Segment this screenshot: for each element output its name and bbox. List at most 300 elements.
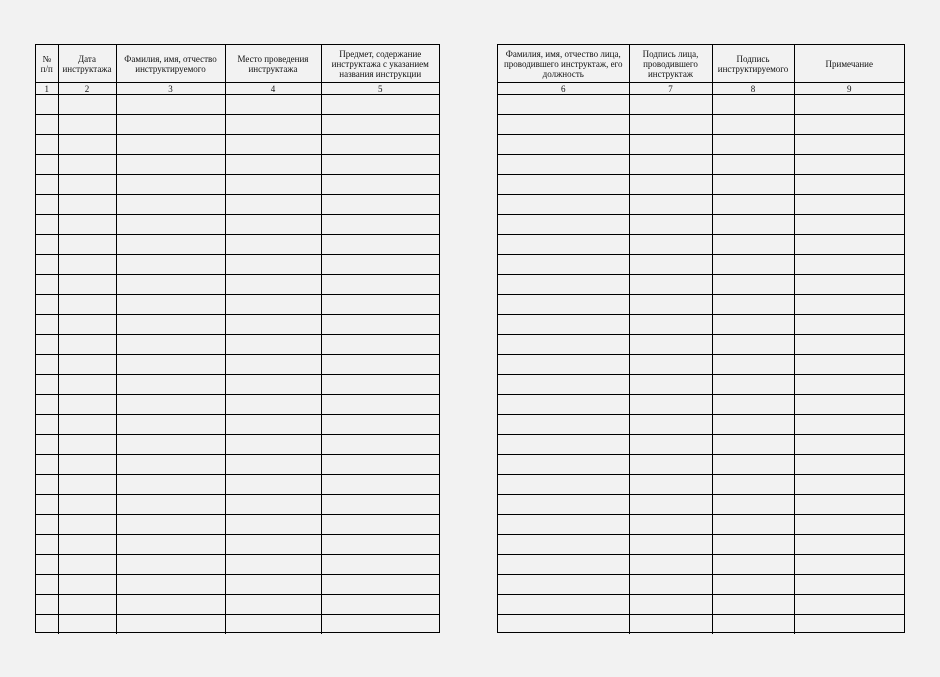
table-cell[interactable]: [498, 295, 629, 315]
table-cell[interactable]: [321, 595, 439, 615]
table-cell[interactable]: [629, 555, 712, 575]
table-cell[interactable]: [321, 255, 439, 275]
table-cell[interactable]: [225, 195, 321, 215]
table-cell[interactable]: [58, 395, 116, 415]
table-cell[interactable]: [498, 575, 629, 595]
table-row: [498, 615, 904, 635]
table-cell[interactable]: [58, 315, 116, 335]
table-cell[interactable]: [36, 115, 58, 135]
table-cell[interactable]: [321, 295, 439, 315]
table-cell[interactable]: [58, 215, 116, 235]
table-cell[interactable]: [36, 375, 58, 395]
table-cell[interactable]: [36, 275, 58, 295]
table-cell[interactable]: [498, 415, 629, 435]
table-cell[interactable]: [225, 155, 321, 175]
table-cell[interactable]: [794, 155, 904, 175]
table-row: [36, 415, 439, 435]
table-cell[interactable]: [794, 375, 904, 395]
table-cell[interactable]: [498, 475, 629, 495]
table-cell[interactable]: [58, 415, 116, 435]
table-cell[interactable]: [794, 595, 904, 615]
table-cell[interactable]: [321, 335, 439, 355]
table-cell[interactable]: [794, 615, 904, 635]
table-cell[interactable]: [225, 335, 321, 355]
table-cell[interactable]: [498, 335, 629, 355]
table-cell[interactable]: [321, 535, 439, 555]
column-numbers-row: [498, 83, 904, 95]
table-row: [498, 515, 904, 535]
table-cell[interactable]: [712, 455, 794, 475]
table-cell[interactable]: [629, 155, 712, 175]
table-cell[interactable]: [36, 155, 58, 175]
table-cell[interactable]: [629, 295, 712, 315]
table-row: [36, 275, 439, 295]
table-cell[interactable]: [629, 195, 712, 215]
table-row: [36, 375, 439, 395]
table-cell[interactable]: [116, 155, 225, 175]
table-cell[interactable]: [58, 555, 116, 575]
table-cell[interactable]: [794, 215, 904, 235]
table-row: [36, 395, 439, 415]
table-cell[interactable]: [225, 115, 321, 135]
table-cell[interactable]: [116, 115, 225, 135]
table-cell[interactable]: [498, 235, 629, 255]
table-cell[interactable]: [116, 275, 225, 295]
table-row: [498, 335, 904, 355]
table-cell[interactable]: [629, 375, 712, 395]
table-cell[interactable]: [629, 355, 712, 375]
table-cell[interactable]: [58, 615, 116, 635]
table-cell[interactable]: [225, 575, 321, 595]
table-cell[interactable]: [498, 375, 629, 395]
table-cell[interactable]: [498, 215, 629, 235]
table-cell[interactable]: [116, 315, 225, 335]
table-cell[interactable]: [116, 175, 225, 195]
table-cell[interactable]: [321, 355, 439, 375]
table-cell[interactable]: [58, 135, 116, 155]
table-cell[interactable]: [321, 315, 439, 335]
table-cell[interactable]: [58, 115, 116, 135]
table-cell[interactable]: [321, 495, 439, 515]
table-cell[interactable]: [712, 155, 794, 175]
table-row: [498, 235, 904, 255]
table-cell[interactable]: [36, 515, 58, 535]
table-row: [498, 195, 904, 215]
column-number: 8: [712, 83, 794, 95]
table-cell[interactable]: [116, 215, 225, 235]
table-cell[interactable]: [225, 275, 321, 295]
table-cell[interactable]: [58, 295, 116, 315]
table-cell[interactable]: [498, 195, 629, 215]
table-cell[interactable]: [629, 475, 712, 495]
table-cell[interactable]: [629, 255, 712, 275]
table-cell[interactable]: [36, 95, 58, 115]
table-cell[interactable]: [36, 575, 58, 595]
table-cell[interactable]: [58, 275, 116, 295]
table-row: [36, 175, 439, 195]
table-cell[interactable]: [498, 555, 629, 575]
table-cell[interactable]: [498, 495, 629, 515]
table-cell[interactable]: [321, 415, 439, 435]
table-cell[interactable]: [629, 615, 712, 635]
table-cell[interactable]: [225, 455, 321, 475]
table-cell[interactable]: [116, 235, 225, 255]
table-cell[interactable]: [36, 255, 58, 275]
table-cell[interactable]: [712, 235, 794, 255]
table-cell[interactable]: [712, 395, 794, 415]
table-cell[interactable]: [712, 315, 794, 335]
table-cell[interactable]: [794, 255, 904, 275]
table-cell[interactable]: [116, 435, 225, 455]
table-cell[interactable]: [116, 195, 225, 215]
table-cell[interactable]: [225, 435, 321, 455]
table-cell[interactable]: [321, 215, 439, 235]
column-header-trainee-signature: Подпись инструктируемого: [712, 45, 794, 83]
table-cell[interactable]: [225, 475, 321, 495]
table-row: [36, 595, 439, 615]
table-cell[interactable]: [712, 435, 794, 455]
table-cell[interactable]: [58, 515, 116, 535]
table-cell[interactable]: [321, 195, 439, 215]
table-cell[interactable]: [498, 315, 629, 335]
table-cell[interactable]: [36, 235, 58, 255]
table-cell[interactable]: [794, 135, 904, 155]
table-cell[interactable]: [36, 435, 58, 455]
table-cell[interactable]: [498, 395, 629, 415]
table-cell[interactable]: [116, 595, 225, 615]
table-cell[interactable]: [794, 295, 904, 315]
table-cell[interactable]: [58, 155, 116, 175]
table-cell[interactable]: [58, 195, 116, 215]
table-cell[interactable]: [321, 115, 439, 135]
table-cell[interactable]: [321, 135, 439, 155]
table-cell[interactable]: [36, 495, 58, 515]
table-cell[interactable]: [116, 515, 225, 535]
table-row: [498, 275, 904, 295]
table-cell[interactable]: [794, 435, 904, 455]
table-cell[interactable]: [712, 275, 794, 295]
table-row: [36, 355, 439, 375]
column-number: 6: [498, 83, 629, 95]
right-journal-table: [498, 45, 904, 634]
table-cell[interactable]: [116, 555, 225, 575]
table-row: [498, 135, 904, 155]
table-cell[interactable]: [116, 575, 225, 595]
table-row: [36, 255, 439, 275]
table-cell[interactable]: [712, 595, 794, 615]
column-number: 9: [794, 83, 904, 95]
table-cell[interactable]: [116, 455, 225, 475]
table-cell[interactable]: [794, 335, 904, 355]
table-cell[interactable]: [629, 275, 712, 295]
table-cell[interactable]: [36, 355, 58, 375]
table-row: [36, 215, 439, 235]
table-cell[interactable]: [116, 415, 225, 435]
table-cell[interactable]: [225, 555, 321, 575]
table-cell[interactable]: [321, 475, 439, 495]
table-cell[interactable]: [498, 175, 629, 195]
table-cell[interactable]: [116, 495, 225, 515]
table-cell[interactable]: [36, 295, 58, 315]
table-cell[interactable]: [629, 455, 712, 475]
table-cell[interactable]: [712, 415, 794, 435]
table-row: [498, 415, 904, 435]
table-row: [498, 315, 904, 335]
table-cell[interactable]: [629, 335, 712, 355]
table-cell[interactable]: [629, 175, 712, 195]
table-cell[interactable]: [794, 95, 904, 115]
table-cell[interactable]: [116, 255, 225, 275]
table-cell[interactable]: [498, 615, 629, 635]
column-number: 2: [58, 83, 116, 95]
table-cell[interactable]: [58, 175, 116, 195]
table-row: [498, 375, 904, 395]
column-number: 3: [116, 83, 225, 95]
column-header-location: Место проведения инструктажа: [225, 45, 321, 83]
table-cell[interactable]: [225, 175, 321, 195]
table-cell[interactable]: [794, 535, 904, 555]
table-cell[interactable]: [498, 155, 629, 175]
table-cell[interactable]: [225, 355, 321, 375]
table-cell[interactable]: [629, 95, 712, 115]
table-row: [498, 555, 904, 575]
table-cell[interactable]: [794, 515, 904, 535]
table-cell[interactable]: [58, 435, 116, 455]
table-cell[interactable]: [36, 555, 58, 575]
table-cell[interactable]: [712, 195, 794, 215]
table-cell[interactable]: [712, 255, 794, 275]
table-cell[interactable]: [629, 435, 712, 455]
table-cell[interactable]: [498, 275, 629, 295]
column-numbers-row: [36, 83, 439, 95]
table-row: [498, 395, 904, 415]
table-cell[interactable]: [712, 95, 794, 115]
table-cell[interactable]: [498, 455, 629, 475]
table-cell[interactable]: [225, 415, 321, 435]
table-row: [498, 575, 904, 595]
table-cell[interactable]: [498, 255, 629, 275]
table-cell[interactable]: [116, 535, 225, 555]
table-cell[interactable]: [58, 235, 116, 255]
column-header-instructor-signature: Подпись лица, проводившего инструктаж: [629, 45, 712, 83]
table-cell[interactable]: [629, 535, 712, 555]
table-cell[interactable]: [712, 575, 794, 595]
table-cell[interactable]: [794, 315, 904, 335]
table-row: [36, 135, 439, 155]
left-page: [35, 44, 440, 633]
table-cell[interactable]: [712, 555, 794, 575]
table-cell[interactable]: [116, 395, 225, 415]
table-cell[interactable]: [58, 495, 116, 515]
table-cell[interactable]: [794, 195, 904, 215]
table-cell[interactable]: [712, 475, 794, 495]
column-header-note: Примечание: [794, 45, 904, 83]
table-cell[interactable]: [712, 355, 794, 375]
table-cell[interactable]: [225, 375, 321, 395]
table-cell[interactable]: [36, 455, 58, 475]
table-cell[interactable]: [58, 575, 116, 595]
table-cell[interactable]: [712, 495, 794, 515]
table-cell[interactable]: [225, 515, 321, 535]
header-row: [36, 45, 439, 83]
table-row: [36, 195, 439, 215]
table-cell[interactable]: [36, 615, 58, 635]
table-cell[interactable]: [321, 395, 439, 415]
table-row: [498, 155, 904, 175]
table-row: [36, 155, 439, 175]
table-cell[interactable]: [629, 595, 712, 615]
table-cell[interactable]: [712, 215, 794, 235]
table-cell[interactable]: [321, 235, 439, 255]
table-row: [36, 115, 439, 135]
table-row: [498, 475, 904, 495]
table-cell[interactable]: [58, 95, 116, 115]
table-row: [498, 455, 904, 475]
table-row: [36, 615, 439, 635]
table-cell[interactable]: [712, 115, 794, 135]
table-cell[interactable]: [794, 355, 904, 375]
table-cell[interactable]: [116, 295, 225, 315]
table-cell[interactable]: [225, 615, 321, 635]
table-cell[interactable]: [116, 615, 225, 635]
table-cell[interactable]: [712, 135, 794, 155]
table-cell[interactable]: [225, 495, 321, 515]
table-cell[interactable]: [794, 415, 904, 435]
table-cell[interactable]: [225, 235, 321, 255]
header-row: [498, 45, 904, 83]
table-cell[interactable]: [629, 215, 712, 235]
table-cell[interactable]: [712, 515, 794, 535]
table-cell[interactable]: [58, 455, 116, 475]
table-cell[interactable]: [629, 315, 712, 335]
table-cell[interactable]: [225, 395, 321, 415]
table-cell[interactable]: [58, 475, 116, 495]
table-cell[interactable]: [712, 615, 794, 635]
table-cell[interactable]: [794, 575, 904, 595]
table-cell[interactable]: [321, 575, 439, 595]
table-cell[interactable]: [321, 615, 439, 635]
table-cell[interactable]: [36, 215, 58, 235]
table-cell[interactable]: [629, 235, 712, 255]
table-cell[interactable]: [794, 395, 904, 415]
table-cell[interactable]: [116, 135, 225, 155]
table-cell[interactable]: [712, 295, 794, 315]
table-cell[interactable]: [712, 535, 794, 555]
table-cell[interactable]: [225, 315, 321, 335]
table-cell[interactable]: [794, 175, 904, 195]
table-cell[interactable]: [225, 95, 321, 115]
table-cell[interactable]: [36, 535, 58, 555]
table-cell[interactable]: [321, 455, 439, 475]
table-cell[interactable]: [58, 355, 116, 375]
table-cell[interactable]: [629, 495, 712, 515]
table-cell[interactable]: [629, 395, 712, 415]
table-cell[interactable]: [116, 355, 225, 375]
table-cell[interactable]: [498, 95, 629, 115]
table-cell[interactable]: [321, 95, 439, 115]
table-cell[interactable]: [794, 495, 904, 515]
table-cell[interactable]: [498, 535, 629, 555]
table-cell[interactable]: [629, 415, 712, 435]
table-cell[interactable]: [36, 415, 58, 435]
table-cell[interactable]: [794, 235, 904, 255]
table-cell[interactable]: [58, 595, 116, 615]
table-row: [36, 295, 439, 315]
table-cell[interactable]: [225, 255, 321, 275]
table-cell[interactable]: [225, 595, 321, 615]
column-header-trainee-name: Фамилия, имя, отчество инструктируемого: [116, 45, 225, 83]
table-cell[interactable]: [36, 315, 58, 335]
table-cell[interactable]: [225, 215, 321, 235]
table-cell[interactable]: [36, 395, 58, 415]
table-cell[interactable]: [58, 335, 116, 355]
table-cell[interactable]: [712, 175, 794, 195]
table-cell[interactable]: [794, 455, 904, 475]
table-cell[interactable]: [321, 175, 439, 195]
table-cell[interactable]: [116, 375, 225, 395]
table-cell[interactable]: [116, 95, 225, 115]
table-cell[interactable]: [629, 115, 712, 135]
table-cell[interactable]: [794, 115, 904, 135]
table-cell[interactable]: [58, 375, 116, 395]
table-row: [36, 455, 439, 475]
table-cell[interactable]: [794, 475, 904, 495]
table-cell[interactable]: [498, 355, 629, 375]
table-cell[interactable]: [629, 575, 712, 595]
table-cell[interactable]: [498, 135, 629, 155]
table-row: [36, 475, 439, 495]
column-header-number: № п/п: [36, 45, 58, 83]
table-cell[interactable]: [36, 595, 58, 615]
table-cell[interactable]: [36, 475, 58, 495]
table-cell[interactable]: [712, 375, 794, 395]
table-cell[interactable]: [116, 335, 225, 355]
table-cell[interactable]: [794, 275, 904, 295]
table-cell[interactable]: [225, 295, 321, 315]
table-cell[interactable]: [36, 195, 58, 215]
table-cell[interactable]: [225, 535, 321, 555]
table-row: [36, 495, 439, 515]
table-cell[interactable]: [629, 515, 712, 535]
table-cell[interactable]: [36, 135, 58, 155]
table-cell[interactable]: [116, 475, 225, 495]
table-row: [498, 595, 904, 615]
table-cell[interactable]: [225, 135, 321, 155]
table-row: [498, 495, 904, 515]
table-cell[interactable]: [321, 375, 439, 395]
table-cell[interactable]: [498, 515, 629, 535]
table-cell[interactable]: [36, 175, 58, 195]
table-cell[interactable]: [794, 555, 904, 575]
table-cell[interactable]: [321, 435, 439, 455]
table-row: [36, 535, 439, 555]
table-cell[interactable]: [58, 255, 116, 275]
table-cell[interactable]: [321, 515, 439, 535]
table-cell[interactable]: [712, 335, 794, 355]
table-cell[interactable]: [629, 135, 712, 155]
table-cell[interactable]: [58, 535, 116, 555]
table-cell[interactable]: [321, 555, 439, 575]
table-cell[interactable]: [498, 435, 629, 455]
table-cell[interactable]: [321, 275, 439, 295]
table-cell[interactable]: [36, 335, 58, 355]
table-cell[interactable]: [321, 155, 439, 175]
table-row: [498, 115, 904, 135]
table-cell[interactable]: [498, 595, 629, 615]
table-cell[interactable]: [498, 115, 629, 135]
table-row: [36, 435, 439, 455]
table-row: [498, 175, 904, 195]
